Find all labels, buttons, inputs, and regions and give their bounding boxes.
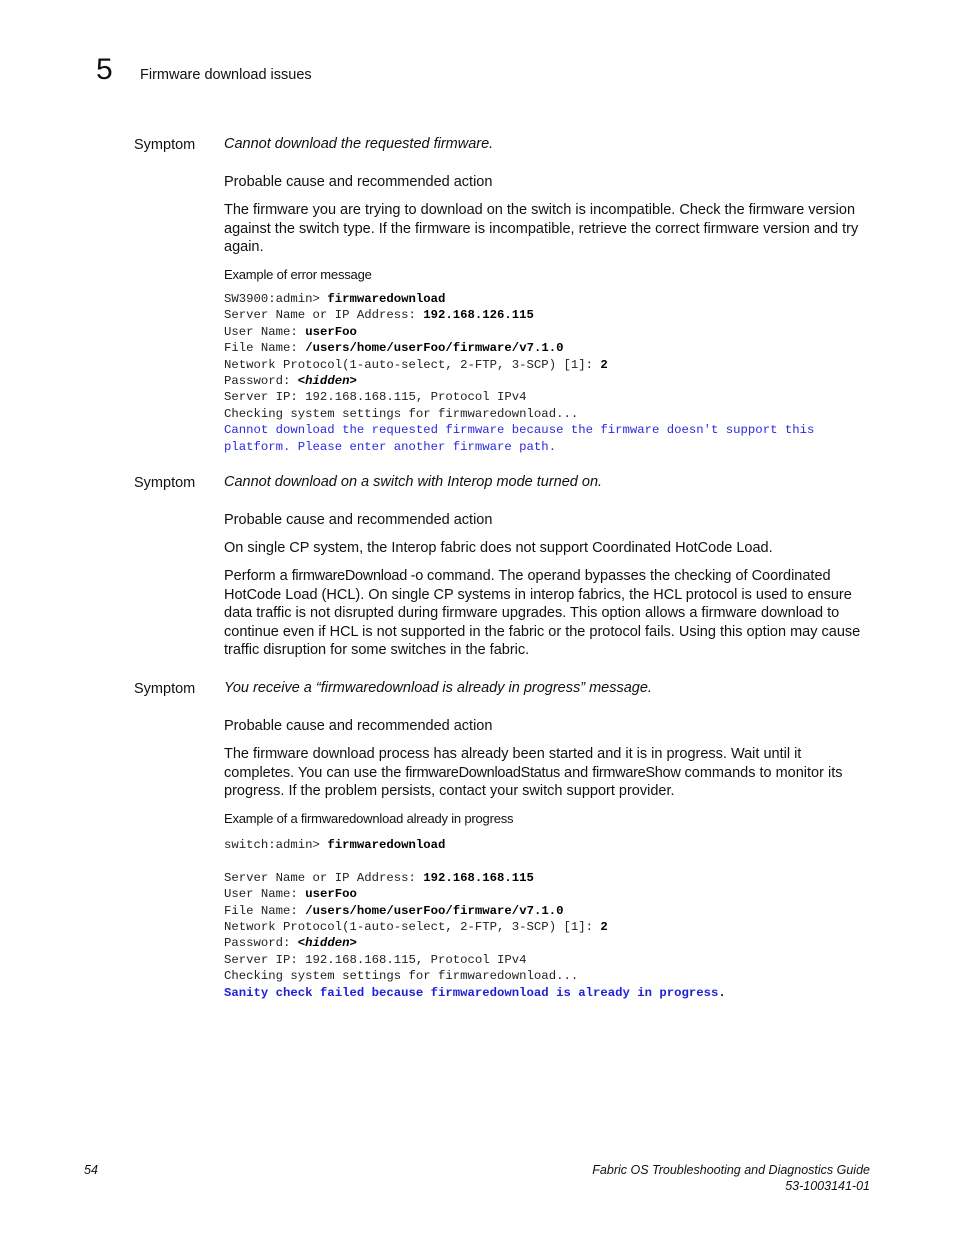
symptom-label: Symptom bbox=[134, 137, 196, 153]
code-line: SW3900:admin> firmwaredownload bbox=[224, 292, 446, 306]
paragraph: The firmware you are trying to download on the switch is incompatible. Check the firmware version against the switch type. If the firmware is incompatible, retrieve the correct firmware version and try again. bbox=[224, 202, 859, 256]
code-line: switch:admin> firmwaredownload bbox=[224, 838, 446, 852]
code-line: File Name: /users/home/userFoo/firmware/v7.1.0 bbox=[224, 903, 564, 918]
chapter-title: Firmware download issues bbox=[140, 67, 312, 83]
code-line: Password: <hidden> bbox=[224, 374, 357, 389]
code-error-line: platform. Please enter another firmware path. bbox=[224, 439, 557, 454]
code-line: Server IP: 192.168.168.115, Protocol IPv4 bbox=[224, 952, 527, 967]
chapter-number: 5 bbox=[96, 53, 113, 86]
section-heading: Probable cause and recommended action bbox=[224, 174, 493, 190]
guide-title: Fabric OS Troubleshooting and Diagnostics Guide bbox=[592, 1163, 870, 1177]
code-block bbox=[224, 291, 814, 455]
symptom-text: You receive a “firmwaredownload is already in progress” message. bbox=[224, 680, 652, 696]
code-line: Checking system settings for firmwaredownload... bbox=[224, 969, 579, 984]
section-heading: Probable cause and recommended action bbox=[224, 718, 493, 734]
code-error-line: Sanity check failed because firmwaredownload is already in progress. bbox=[224, 985, 726, 1000]
code-line: Network Protocol(1-auto-select, 2-FTP, 3-SCP) [1]: 2 bbox=[224, 920, 608, 935]
code-line: User Name: userFoo bbox=[224, 324, 357, 339]
doc-number: 53-1003141-01 bbox=[785, 1179, 870, 1193]
code-error-line: Cannot download the requested firmware because the firmware doesn't support this bbox=[224, 423, 815, 438]
code-line: Checking system settings for firmwaredownload... bbox=[224, 406, 579, 421]
paragraph: The firmware download process has already been started and it is in progress. Wait until it completes. You can use the firmwareDownloadStatus and firmwareShow commands to monitor its progress. If the problem persists, contact your switch support provider. bbox=[224, 746, 843, 800]
code-line: User Name: userFoo bbox=[224, 887, 357, 902]
symptom-text: Cannot download the requested firmware. bbox=[224, 136, 494, 152]
code-blank-line bbox=[224, 853, 726, 869]
paragraph: On single CP system, the Interop fabric does not support Coordinated HotCode Load. bbox=[224, 540, 773, 556]
code-line: Server IP: 192.168.168.115, Protocol IPv4 bbox=[224, 390, 527, 405]
paragraph: Perform a firmwareDownload -o command. The operand bypasses the checking of Coordinated HotCode Load (HCL). On single CP systems in interop fabrics, the HCL protocol is used to ensure data traffic is not disrupted during firmware upgrades. This option allows a firmware download to continue even if HCL is not supported in the fabric or the protocol fails. Using this option may cause traffic disruption for some switches in the fabric. bbox=[224, 568, 861, 659]
symptom-label: Symptom bbox=[134, 681, 196, 697]
command-name: firmwareDownload -o bbox=[291, 568, 423, 584]
code-block bbox=[224, 837, 726, 1001]
symptom-text: Cannot download on a switch with Interop mode turned on. bbox=[224, 474, 603, 490]
code-line: File Name: /users/home/userFoo/firmware/v7.1.0 bbox=[224, 341, 564, 356]
symptom-label: Symptom bbox=[134, 475, 196, 491]
code-line: Server Name or IP Address: 192.168.168.115 bbox=[224, 870, 534, 885]
command-name: firmwareShow bbox=[592, 764, 681, 781]
example-title: Example of a firmwaredownload already in progress bbox=[224, 811, 514, 826]
section-heading: Probable cause and recommended action bbox=[224, 512, 493, 528]
code-line: Password: <hidden> bbox=[224, 936, 357, 951]
command-name: firmwareDownloadStatus bbox=[405, 764, 560, 781]
code-line: Server Name or IP Address: 192.168.126.115 bbox=[224, 308, 534, 323]
page-number: 54 bbox=[84, 1163, 98, 1177]
code-line: Network Protocol(1-auto-select, 2-FTP, 3-SCP) [1]: 2 bbox=[224, 357, 608, 372]
example-title: Example of error message bbox=[224, 267, 372, 282]
